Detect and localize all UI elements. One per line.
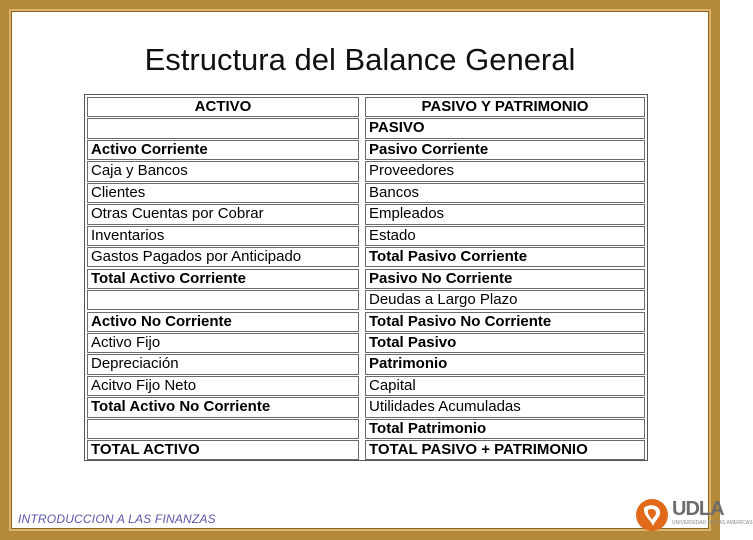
- activo-row: Caja y Bancos: [87, 161, 359, 181]
- pasivo-patrimonio-header: PASIVO Y PATRIMONIO: [365, 97, 645, 117]
- activo-column: [87, 97, 359, 458]
- pasivo-patrimonio-row: PASIVO: [365, 118, 645, 138]
- activo-row: Activo No Corriente: [87, 312, 359, 332]
- pasivo-patrimonio-row: Empleados: [365, 204, 645, 224]
- activo-row: [87, 118, 359, 138]
- activo-row: Activo Corriente: [87, 140, 359, 160]
- pasivo-patrimonio-row: TOTAL PASIVO + PATRIMONIO: [365, 440, 645, 460]
- activo-row: Depreciación: [87, 354, 359, 374]
- pasivo-patrimonio-row: Pasivo Corriente: [365, 140, 645, 160]
- activo-row: Total Activo Corriente: [87, 269, 359, 289]
- activo-row: [87, 419, 359, 439]
- balance-table: [84, 94, 648, 461]
- activo-row: Gastos Pagados por Anticipado: [87, 247, 359, 267]
- activo-row: [87, 290, 359, 310]
- logo-subtitle: UNIVERSIDAD DE LAS AMERICAS: [672, 520, 753, 526]
- activo-row: Clientes: [87, 183, 359, 203]
- pasivo-patrimonio-row: Total Pasivo: [365, 333, 645, 353]
- logo-wordmark: UDLA: [672, 498, 724, 520]
- udla-emblem-icon: [634, 496, 670, 534]
- pasivo-patrimonio-row: Estado: [365, 226, 645, 246]
- footer-course-name: INTRODUCCION A LAS FINANZAS: [18, 512, 216, 526]
- pasivo-patrimonio-row: Deudas a Largo Plazo: [365, 290, 645, 310]
- pasivo-patrimonio-column: [365, 97, 645, 458]
- udla-logo: [634, 496, 753, 534]
- activo-row: Inventarios: [87, 226, 359, 246]
- activo-row: Activo Fijo: [87, 333, 359, 353]
- pasivo-patrimonio-row: Patrimonio: [365, 354, 645, 374]
- activo-header: ACTIVO: [87, 97, 359, 117]
- pasivo-patrimonio-row: Utilidades Acumuladas: [365, 397, 645, 417]
- activo-row: Otras Cuentas por Cobrar: [87, 204, 359, 224]
- slide-title: Estructura del Balance General: [144, 42, 576, 77]
- pasivo-patrimonio-row: Total Patrimonio: [365, 419, 645, 439]
- activo-row: TOTAL ACTIVO: [87, 440, 359, 460]
- activo-row: Acitvo Fijo Neto: [87, 376, 359, 396]
- pasivo-patrimonio-row: Total Pasivo No Corriente: [365, 312, 645, 332]
- pasivo-patrimonio-row: Bancos: [365, 183, 645, 203]
- pasivo-patrimonio-row: Proveedores: [365, 161, 645, 181]
- activo-row: Total Activo No Corriente: [87, 397, 359, 417]
- pasivo-patrimonio-row: Capital: [365, 376, 645, 396]
- pasivo-patrimonio-row: Total Pasivo Corriente: [365, 247, 645, 267]
- pasivo-patrimonio-row: Pasivo No Corriente: [365, 269, 645, 289]
